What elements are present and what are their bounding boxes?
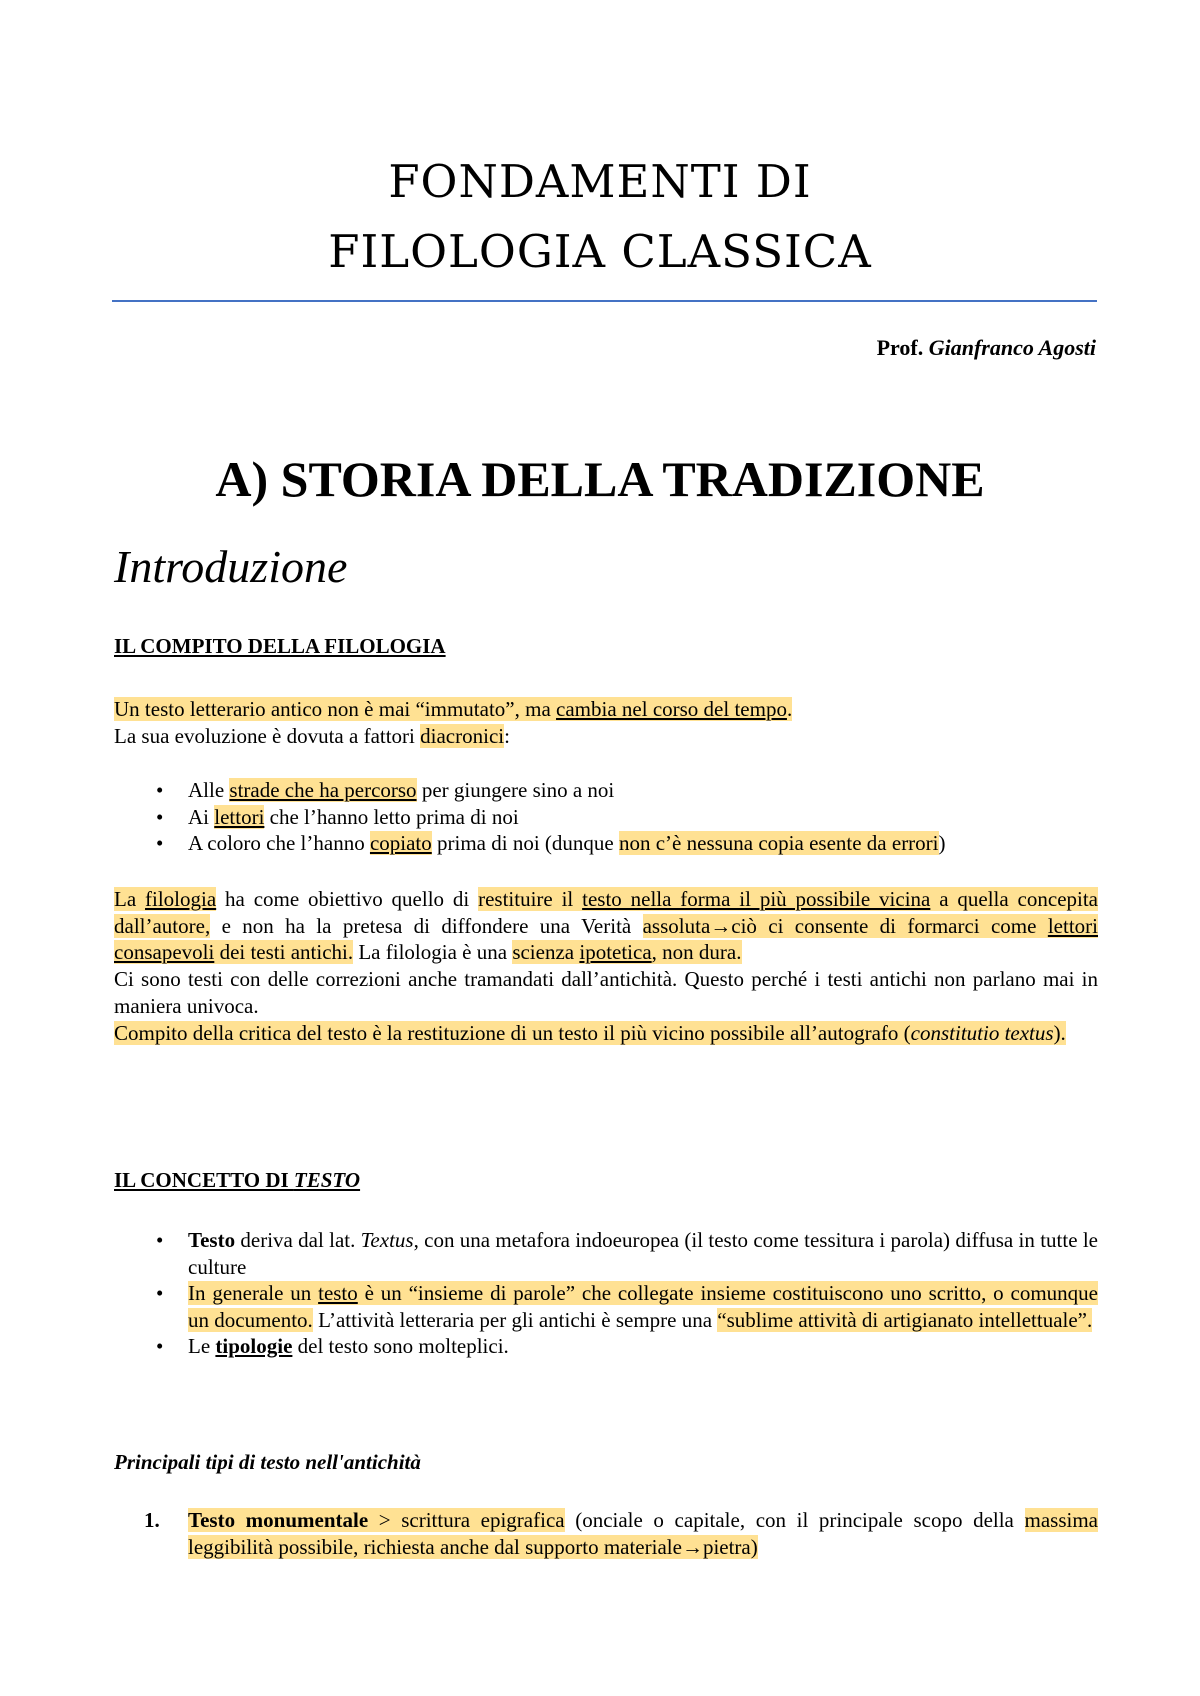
highlight: Testo monumentale > scrittura epigrafica xyxy=(188,1508,565,1532)
highlight: Un testo letterario antico non è mai “immutato”, ma cambia nel corso del tempo. xyxy=(114,697,793,721)
professor-name: Gianfranco Agosti xyxy=(928,335,1096,360)
highlight: La filologia xyxy=(114,887,217,911)
title-divider xyxy=(112,300,1097,302)
professor-prefix: Prof. xyxy=(876,335,924,360)
paragraph-intro-1 xyxy=(114,696,1098,723)
paragraph-intro-2: La sua evoluzione è dovuta a fattori diacronici: xyxy=(114,724,510,748)
section-heading-compito: IL COMPITO DELLA FILOLOGIA xyxy=(114,634,446,658)
bullet-icon: • xyxy=(156,1281,164,1305)
factors-list xyxy=(114,777,1098,857)
underlined-phrase: cambia nel corso del tempo xyxy=(556,697,787,721)
arrow-icon: → xyxy=(681,1534,703,1559)
highlighted-phrase: non c’è nessuna copia esente da errori xyxy=(618,831,939,855)
highlight: restituzione di un testo il più vicino possibile all’autografo (constitutio textus). xyxy=(407,1021,1066,1045)
highlighted-phrase: strade che ha percorso xyxy=(229,778,417,802)
list-item: • Testo deriva dal lat. Textus, con una metafora indoeuropea (il testo come tessitura i parola) diffusa in tutte le culture xyxy=(156,1228,1098,1279)
testo-list xyxy=(114,1227,1098,1360)
bullet-icon: • xyxy=(156,778,164,802)
document-title-line-1: FONDAMENTI DI xyxy=(388,155,812,208)
bullet-icon: • xyxy=(156,1334,164,1358)
bullet-icon: • xyxy=(156,804,164,829)
tipi-testo-list xyxy=(114,1507,1098,1560)
highlight: diacronici xyxy=(420,724,505,748)
list-item: • Alle strade che ha percorso per giungere sino a noi xyxy=(156,778,615,802)
highlighted-phrase: copiato xyxy=(369,831,432,855)
highlighted-phrase: lettori xyxy=(214,804,265,829)
highlight: In generale un testo è un “insieme di parole” che collegate insieme costituiscono uno scritto, o comunque un documento. xyxy=(188,1281,1098,1332)
highlight: restituire il testo nella forma il più possibile vicina a quella concepita dall’autore, xyxy=(114,887,1099,938)
numbered-item: 1. Testo monumentale > scrittura epigrafica (onciale o capitale, con il principale scopo della massima leggibilità possibile, richiesta anche dal supporto materiale→pietra) xyxy=(144,1508,1098,1559)
professor-credit xyxy=(877,335,1096,361)
list-item: • In generale un testo è un “insieme di parole” che collegate insieme costituiscono uno scritto, o comunque un documento. L’attività letteraria per gli antichi è sempre una “sublime attività di artigianato intellettuale”. xyxy=(156,1281,1098,1332)
item-number: 1. xyxy=(144,1508,160,1532)
document-title-line-2: FILOLOGIA CLASSICA xyxy=(328,225,872,278)
bullet-icon: • xyxy=(156,831,164,855)
highlight: Compito della critica del testo è la xyxy=(114,1021,408,1045)
paragraph-correzioni: Ci sono testi con delle correzioni anche tramandati dall’antichità. Questo perché i testi antichi non parlano mai in maniera univoca. xyxy=(114,967,1098,1018)
section-heading-testo: IL CONCETTO DI TESTO xyxy=(114,1168,361,1192)
bullet-icon: • xyxy=(156,1228,164,1252)
paragraph-filologia: La filologia ha come obiettivo quello di restituire il testo nella forma il più possibile vicina a quella concepita dall’autore, e non ha la pretesa di diffondere una Verità assoluta→ciò ci consente di formarci come lettori consapevoli dei testi antichi. La filologia è una scienza ipotetica, non dura. xyxy=(114,887,1099,964)
arrow-icon: → xyxy=(710,913,732,938)
highlight: massima leggibilità possibile, richiesta anche dal supporto materiale→pietra) xyxy=(188,1508,1098,1559)
highlight: “sublime attività di artigianato intellettuale”. xyxy=(717,1307,1093,1332)
list-item: • A coloro che l’hanno copiato prima di noi (dunque non c’è nessuna copia esente da errori) xyxy=(156,831,946,855)
highlight: assoluta→ciò ci consente di formarci come lettori consapevoli dei testi antichi. xyxy=(114,913,1098,964)
paragraph-critica xyxy=(114,1020,1098,1047)
subheading-tipi-testo: Principali tipi di testo nell'antichità xyxy=(114,1450,421,1474)
highlight: scienza ipotetica, non dura. xyxy=(512,940,742,964)
list-item: • Ai lettori che l’hanno letto prima di noi xyxy=(156,804,519,829)
chapter-heading: Introduzione xyxy=(114,541,348,592)
part-heading: A) STORIA DELLA TRADIZIONE xyxy=(215,451,985,507)
list-item: • Le tipologie del testo sono molteplici. xyxy=(156,1334,509,1358)
